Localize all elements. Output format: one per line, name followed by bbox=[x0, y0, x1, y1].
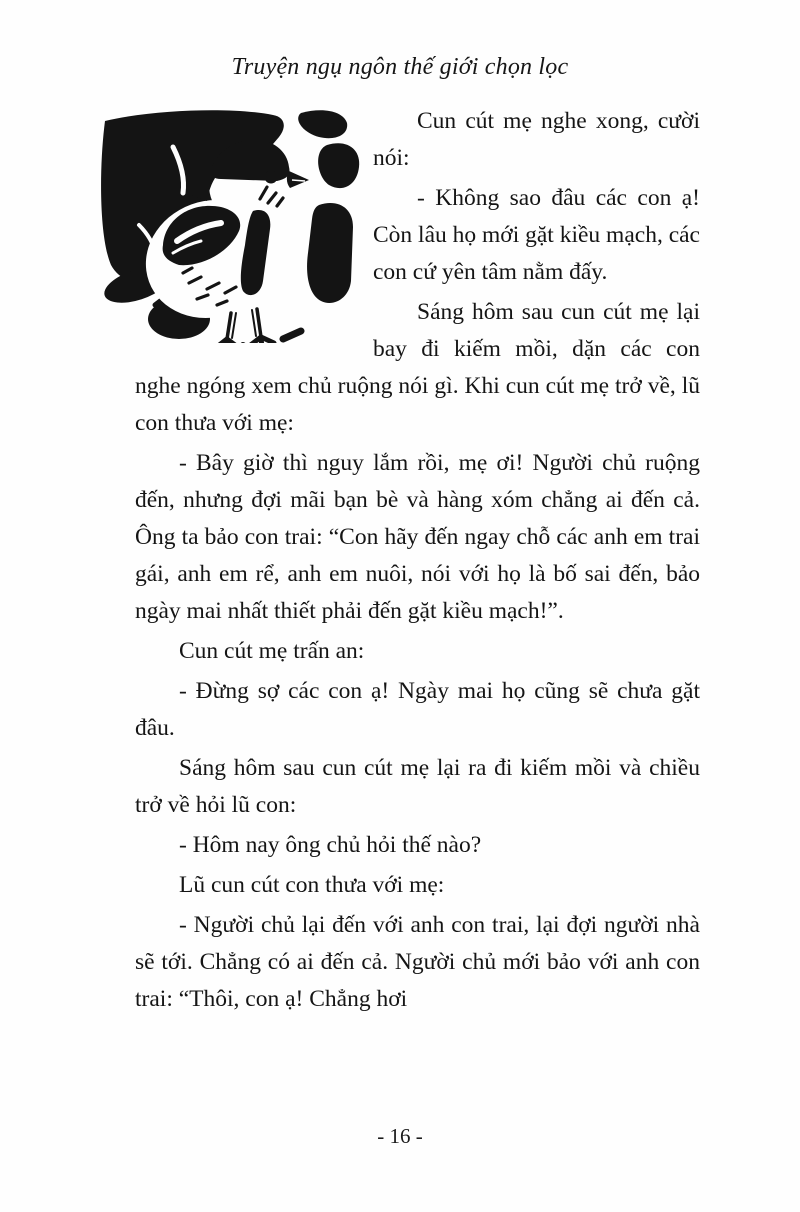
paragraph: - Hôm nay ông chủ hỏi thế nào? bbox=[179, 832, 482, 858]
page-number: - 16 - bbox=[377, 1124, 423, 1148]
paragraph: - Người chủ lại đến với anh con trai, lại đợi người nhà sẽ tới. Chẳng có ai đến cả. Người chủ mới bảo với anh con trai: “Thôi, con ạ! Chẳng hơi bbox=[135, 912, 700, 1012]
running-header: Truyện ngụ ngôn thế giới chọn lọc bbox=[231, 54, 569, 80]
paragraph: - Bây giờ thì nguy lắm rồi, mẹ ơi! Người chủ ruộng đến, nhưng đợi mãi bạn bè và hàng xóm chẳng ai đến cả. Ông ta bảo con trai: “Con hãy đến ngay chỗ các anh em trai gái, anh em rể, anh em nuôi, nói với họ là bố sai đến, bảo ngày mai nhất thiết phải đến gặt kiều mạch!”. bbox=[135, 450, 700, 624]
paragraph: Sáng hôm sau cun cút mẹ lại bay đi kiếm mồi, dặn các con nghe ngóng xem chủ ruộng nói gì. Khi cun cút mẹ trở về, lũ con thưa với mẹ: bbox=[135, 299, 700, 436]
paragraph: Lũ cun cút con thưa với mẹ: bbox=[179, 872, 445, 898]
paragraph: - Không sao đâu các con ạ! Còn lâu họ mới gặt kiều mạch, các con cứ yên tâm nằm đấy. bbox=[373, 185, 700, 285]
paragraph: Cun cút mẹ trấn an: bbox=[179, 638, 365, 664]
quail-ink-illustration bbox=[95, 107, 367, 343]
paragraph: - Đừng sợ các con ạ! Ngày mai họ cũng sẽ chưa gặt đâu. bbox=[135, 678, 700, 741]
paragraph: Sáng hôm sau cun cút mẹ lại ra đi kiếm mồi và chiều trở về hỏi lũ con: bbox=[135, 755, 700, 818]
paragraph: Cun cút mẹ nghe xong, cười nói: bbox=[373, 108, 700, 171]
quail-illustration-svg bbox=[95, 107, 367, 343]
page-text bbox=[135, 103, 700, 1018]
